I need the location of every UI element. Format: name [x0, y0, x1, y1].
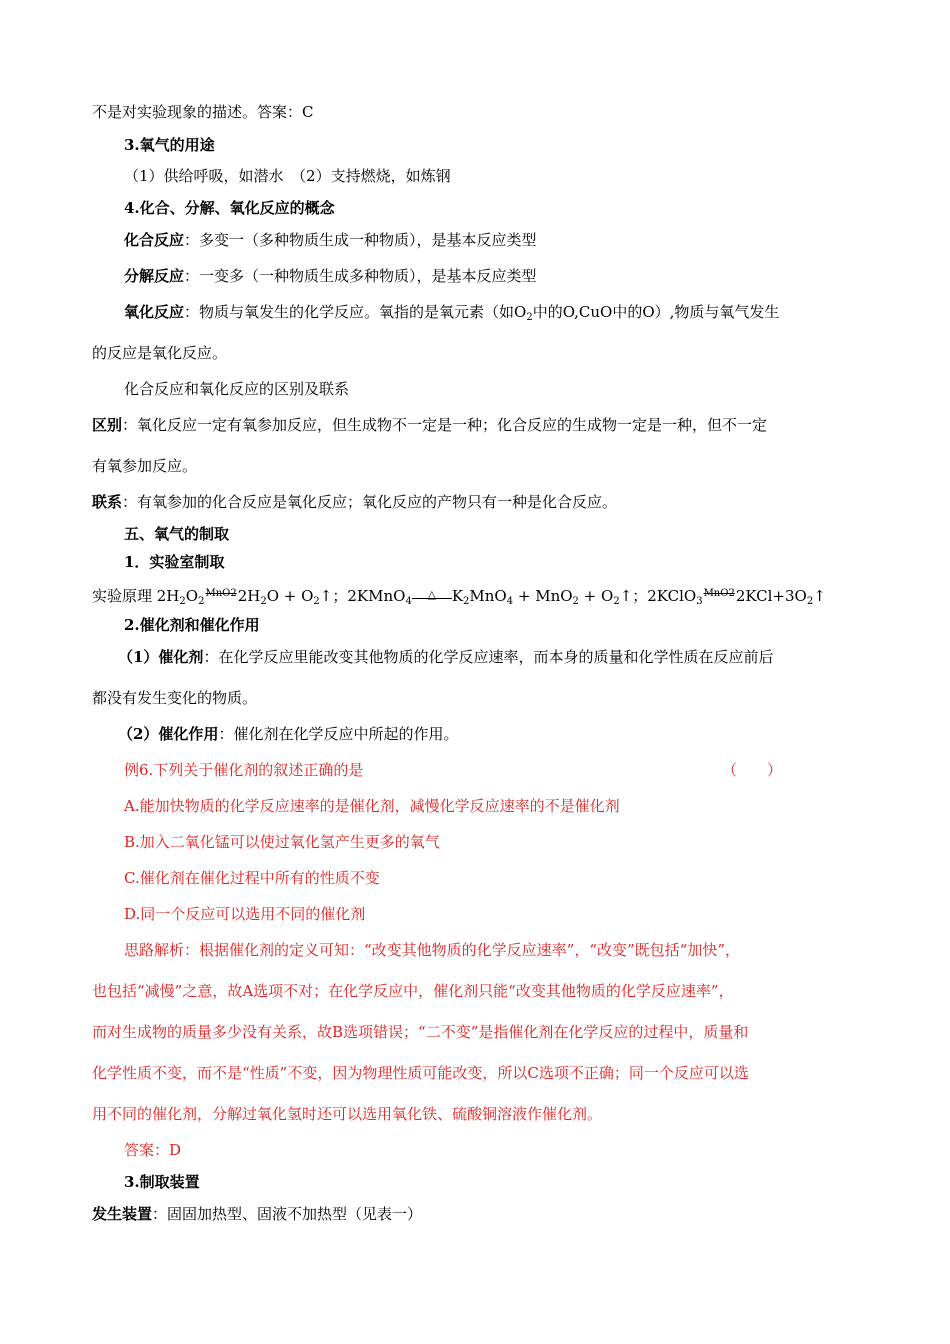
term-text: ：多变一（多种物质生成一种物质），是基本反应类型	[184, 231, 537, 249]
analysis-line: 也包括“减慢”之意，故A选项不对；在化学反应中，催化剂只能“改变其他物质的化学反应速率”，	[92, 982, 734, 1000]
text-line	[124, 230, 537, 250]
text-line	[118, 647, 773, 667]
term-text: ：有氧参加的化合反应是氧化反应；氧化反应的产物只有一种是化合反应。	[122, 493, 618, 511]
equation-line	[92, 584, 826, 612]
section-heading: 3.氧气的用途	[124, 136, 215, 154]
text-line: 有氧参加反应。	[92, 457, 198, 475]
text-line	[124, 302, 779, 328]
eq-part: + MnO	[513, 587, 573, 605]
eq-part: 2H	[237, 587, 261, 605]
eq-part: MnO	[469, 587, 507, 605]
term-text: ：催化剂在化学反应中所起的作用。	[218, 725, 459, 743]
subscript: 2	[260, 596, 267, 607]
option-c: C.催化剂在催化过程中所有的性质不变	[124, 869, 380, 887]
text-line: 不是对实验现象的描述。答案：C	[92, 103, 314, 121]
subscript: 4	[405, 596, 412, 607]
option-b: B.加入二氧化锰可以使过氧化氢产生更多的氧气	[124, 833, 440, 851]
term-label: 化合反应	[124, 231, 185, 249]
text-line	[92, 1204, 422, 1224]
eq-part: 2KCl+3O	[735, 587, 807, 605]
subscript: 4	[506, 596, 514, 607]
term-text: ：一变多（一种物质生成多种物质），是基本反应类型	[184, 267, 537, 285]
subscript: 2	[806, 596, 814, 607]
term-text: ：氧化反应一定有氧参加反应，但生成物不一定是一种；化合反应的生成物一定是一种，但不一定	[122, 416, 768, 434]
eq-part: K	[451, 587, 464, 605]
example-question: 例6.下列关于催化剂的叙述正确的是	[124, 761, 364, 779]
eq-part: ↑；2KMnO	[319, 587, 406, 605]
subscript: 2	[572, 596, 579, 607]
section-heading: 1．实验室制取	[124, 553, 225, 571]
analysis-line: 而对生成物的质量多少没有关系，故B选项错误；“二不变”是指催化剂在化学反应的过程中，质量和	[92, 1023, 749, 1041]
option-d: D.同一个反应可以选用不同的催化剂	[124, 905, 366, 923]
subscript: 2	[198, 596, 205, 607]
eq-part: O + O	[266, 587, 314, 605]
eq-part: O	[185, 587, 199, 605]
catalyst-label: MnO2	[205, 588, 237, 599]
text-line: 都没有发生变化的物质。	[92, 689, 258, 707]
text-line: （1）供给呼吸，如潜水 （2）支持燃烧，如炼钢	[124, 167, 451, 185]
term-label: （2）催化作用	[118, 725, 219, 743]
term-label: （1）催化剂	[118, 648, 204, 666]
subscript: 2	[613, 596, 620, 607]
text-line: 的反应是氧化反应。	[92, 344, 228, 362]
catalyst-label: MnO2	[703, 588, 735, 599]
analysis-line: 用不同的催化剂，分解过氧化氢时还可以选用氧化铁、硫酸铜溶液作催化剂。	[92, 1105, 603, 1123]
subscript: 2	[313, 596, 320, 607]
analysis-line: 化学性质不变，而不是“性质”不变，因为物理性质可能改变，所以C选项不正确；同一个反应可以选	[92, 1064, 749, 1082]
eq-part: + O	[578, 587, 614, 605]
heat-arrow-icon	[412, 589, 452, 603]
section-heading: 3.制取装置	[124, 1173, 200, 1191]
term-label: 氧化反应	[124, 303, 185, 321]
text-line	[118, 724, 458, 744]
term-label: 联系	[92, 493, 123, 511]
eq-part: ↑；2KClO	[619, 587, 697, 605]
text-line	[92, 415, 767, 435]
term-label: 分解反应	[124, 267, 185, 285]
text-line	[124, 266, 537, 286]
subscript: 3	[696, 596, 703, 607]
section-heading: 4.化合、分解、氧化反应的概念	[124, 199, 335, 217]
text-line	[92, 492, 617, 512]
answer-line: 答案：D	[124, 1141, 182, 1159]
eq-part: ↑	[813, 587, 826, 605]
term-label: 区别	[92, 416, 123, 434]
text-line: 化合反应和氧化反应的区别及联系	[124, 380, 350, 398]
subscript: 2	[179, 596, 186, 607]
term-text: ：固固加热型、固液不加热型（见表一）	[152, 1205, 423, 1223]
subscript: 2	[526, 312, 533, 323]
term-text: ：物质与氧发生的化学反应。氧指的是氧元素（如O	[184, 303, 527, 321]
heat-symbol: △	[427, 588, 437, 601]
section-heading: 2.催化剂和催化作用	[124, 616, 260, 634]
analysis-line: 思路解析：根据催化剂的定义可知：“改变其他物质的化学反应速率”，“改变”既包括“加快”，	[124, 941, 741, 959]
section-heading: 五、氧气的制取	[124, 525, 230, 543]
subscript: 2	[463, 596, 470, 607]
term-label: 发生装置	[92, 1205, 153, 1223]
answer-blank: （ ）	[722, 761, 783, 779]
term-text: 中的O,CuO中的O）,物质与氧气发生	[532, 303, 780, 321]
eq-part: 实验原理 2H	[92, 587, 180, 605]
option-a: A.能加快物质的化学反应速率的是催化剂，减慢化学反应速率的不是催化剂	[124, 797, 620, 815]
term-text: ：在化学反应里能改变其他物质的化学反应速率，而本身的质量和化学性质在反应前后	[203, 648, 774, 666]
